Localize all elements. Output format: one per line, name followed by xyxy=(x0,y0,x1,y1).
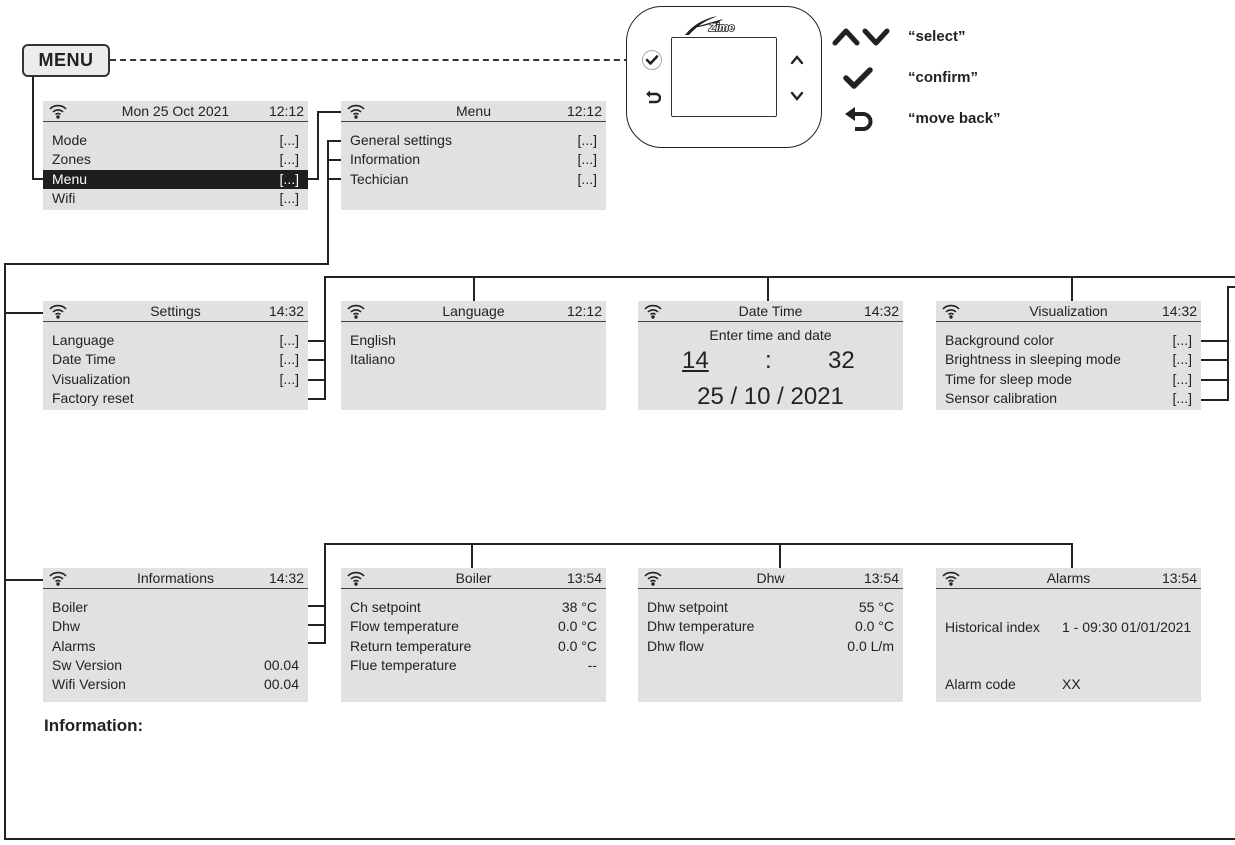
row-label: Italiano xyxy=(350,351,396,368)
connector xyxy=(307,624,325,626)
info-item-boiler[interactable] xyxy=(43,598,308,617)
checkmark-icon xyxy=(842,66,874,90)
row-label: Sensor calibration xyxy=(945,389,1058,406)
settings-item-factory-reset[interactable] xyxy=(43,389,308,408)
row-value: 0.0 °C xyxy=(557,637,597,654)
info-item-sw-version xyxy=(43,656,308,675)
settings-item-date-time[interactable] xyxy=(43,350,308,369)
screen-header xyxy=(936,301,1201,322)
row-value: [...] xyxy=(279,332,299,348)
screen-header xyxy=(341,568,606,589)
info-item-dhw[interactable] xyxy=(43,617,308,636)
screen-time: 12:12 xyxy=(566,303,602,319)
screen-header xyxy=(341,301,606,322)
menu-item-information[interactable] xyxy=(341,150,606,169)
connector xyxy=(324,543,326,644)
row-value: 55 °C xyxy=(858,599,894,615)
menu-item-menu[interactable] xyxy=(43,170,308,189)
svg-text:Zime: Zime xyxy=(709,22,735,34)
row-value: [...] xyxy=(577,170,597,187)
connector xyxy=(327,178,342,180)
screen-title: Date Time xyxy=(738,303,803,319)
row-value: [...] xyxy=(279,189,299,206)
screen-title: Settings xyxy=(150,303,201,319)
row-label: Dhw flow xyxy=(647,637,704,654)
screen-header xyxy=(638,568,903,589)
menu-item-mode[interactable] xyxy=(43,131,308,150)
connector xyxy=(767,276,769,301)
row-label: Visualization xyxy=(52,370,131,387)
row-value: [...] xyxy=(279,351,299,368)
legend-move-back-label: “move back” xyxy=(908,110,1001,127)
boiler-flow-temperature xyxy=(341,617,606,636)
connector xyxy=(307,605,325,607)
dhw-temperature xyxy=(638,617,903,636)
row-value: [...] xyxy=(1172,332,1192,348)
connector xyxy=(32,77,34,179)
brand-logo-icon xyxy=(683,13,755,37)
screen-time: 14:32 xyxy=(268,570,304,586)
row-label: Flow temperature xyxy=(350,618,459,635)
alarm-code-label: Alarm code xyxy=(945,676,1016,692)
row-value: [...] xyxy=(279,170,299,187)
row-label: Date Time xyxy=(52,351,116,368)
row-value: 0.0 °C xyxy=(557,618,597,635)
confirm-button-icon[interactable] xyxy=(641,49,663,71)
back-button-icon[interactable] xyxy=(645,89,661,105)
screen-title: Mon 25 Oct 2021 xyxy=(121,103,230,119)
row-value: -- xyxy=(587,656,597,673)
menu-item-zones[interactable] xyxy=(43,150,308,169)
screen-title: Boiler xyxy=(455,570,492,586)
boiler-ch-setpoint xyxy=(341,598,606,617)
connector xyxy=(473,276,475,301)
connector xyxy=(324,543,1073,545)
alarm-code-value: XX xyxy=(1062,676,1081,692)
row-label: Alarms xyxy=(52,637,96,654)
row-value: [...] xyxy=(279,151,299,168)
row-label: Flue temperature xyxy=(350,656,457,673)
connector xyxy=(307,398,325,400)
row-label: Techician xyxy=(350,170,409,187)
info-item-alarms[interactable] xyxy=(43,637,308,656)
date-time-prompt: Enter time and date xyxy=(709,327,832,343)
connector xyxy=(1200,399,1228,401)
screen-title: Alarms xyxy=(1046,570,1091,586)
screen-menu xyxy=(341,101,606,210)
connector xyxy=(327,159,342,161)
screen-language xyxy=(341,301,606,410)
connector xyxy=(307,359,325,361)
menu-item-general-settings[interactable] xyxy=(341,131,606,150)
screen-time: 14:32 xyxy=(1161,303,1197,319)
screen-alarms xyxy=(936,568,1201,702)
screen-title: Menu xyxy=(455,103,492,119)
connector xyxy=(779,543,781,568)
row-label: Wifi xyxy=(52,189,76,206)
historical-index-label: Historical index xyxy=(945,619,1040,635)
row-label: Dhw temperature xyxy=(647,618,755,635)
boiler-flue-temperature xyxy=(341,656,606,675)
screen-title: Language xyxy=(442,303,505,319)
hour-field[interactable]: 14 xyxy=(682,347,709,374)
screen-header xyxy=(936,568,1201,589)
screen-time: 13:54 xyxy=(863,570,899,586)
language-option-english[interactable] xyxy=(341,331,606,350)
row-label: Zones xyxy=(52,151,91,168)
screen-header xyxy=(43,301,308,322)
connector xyxy=(307,379,325,381)
connector xyxy=(4,263,6,840)
settings-item-language[interactable] xyxy=(43,331,308,350)
screen-visualization xyxy=(936,301,1201,410)
menu-to-device-dashed-line xyxy=(110,59,640,61)
connector xyxy=(317,111,342,113)
screen-header xyxy=(341,101,606,122)
date-field[interactable]: 25 / 10 / 2021 xyxy=(697,383,844,410)
connector xyxy=(307,340,325,342)
menu-item-wifi[interactable] xyxy=(43,189,308,208)
connector xyxy=(324,276,1235,278)
screen-settings xyxy=(43,301,308,410)
connector xyxy=(4,838,1235,840)
connector xyxy=(324,276,326,400)
row-value: 0.0 L/m xyxy=(847,637,894,654)
screen-header xyxy=(638,301,903,322)
row-value: 00.04 xyxy=(263,676,299,693)
row-label: Dhw setpoint xyxy=(647,599,728,615)
connector xyxy=(1071,543,1073,568)
screen-boiler xyxy=(341,568,606,702)
row-value: [...] xyxy=(577,132,597,148)
connector xyxy=(1200,379,1228,381)
device-display xyxy=(671,37,777,117)
legend-select-label: “select” xyxy=(908,28,966,45)
row-label: Factory reset xyxy=(52,389,134,406)
connector xyxy=(1071,276,1073,301)
row-value: [...] xyxy=(1172,351,1192,368)
screen-time: 12:12 xyxy=(566,103,602,119)
historical-index-value[interactable]: 1 - 09:30 01/01/2021 xyxy=(1062,619,1192,635)
row-label: Dhw xyxy=(52,618,81,635)
screen-home xyxy=(43,101,308,210)
screen-informations xyxy=(43,568,308,702)
menu-button[interactable]: MENU xyxy=(22,44,110,77)
menu-item-technician[interactable] xyxy=(341,170,606,189)
visualization-item-background-color[interactable] xyxy=(936,331,1201,350)
row-label: Wifi Version xyxy=(52,676,126,693)
connector xyxy=(471,543,473,568)
screen-time: 14:32 xyxy=(863,303,899,319)
visualization-item-brightness-sleeping[interactable] xyxy=(936,350,1201,369)
screen-title: Visualization xyxy=(1029,303,1108,319)
time-separator: : xyxy=(765,347,772,374)
screen-date-time xyxy=(638,301,903,410)
screen-dhw xyxy=(638,568,903,702)
connector xyxy=(1227,286,1229,401)
row-label: Boiler xyxy=(52,599,88,615)
connector xyxy=(327,140,342,142)
row-label: Menu xyxy=(52,170,88,187)
row-label: Brightness in sleeping mode xyxy=(945,351,1121,368)
row-value: 0.0 °C xyxy=(854,618,894,635)
row-value: [...] xyxy=(1172,389,1192,406)
connector xyxy=(1227,286,1235,288)
visualization-item-time-sleep-mode[interactable] xyxy=(936,370,1201,389)
info-item-wifi-version xyxy=(43,675,308,694)
settings-item-visualization[interactable] xyxy=(43,370,308,389)
screen-time: 13:54 xyxy=(566,570,602,586)
connector xyxy=(5,312,43,314)
connector xyxy=(1200,340,1228,342)
connector xyxy=(1200,359,1228,361)
row-label: Return temperature xyxy=(350,637,472,654)
screen-title: Informations xyxy=(136,570,215,586)
screen-title: Dhw xyxy=(756,570,785,586)
row-value: [...] xyxy=(577,151,597,168)
up-down-chevrons-icon xyxy=(832,26,892,48)
screen-time: 12:12 xyxy=(268,103,304,119)
connector xyxy=(5,579,43,581)
row-label: Time for sleep mode xyxy=(945,370,1073,387)
row-label: Background color xyxy=(945,332,1054,348)
row-value: 00.04 xyxy=(263,656,299,673)
row-label: General settings xyxy=(350,132,452,148)
screen-time: 14:32 xyxy=(268,303,304,319)
down-button-icon[interactable] xyxy=(790,90,804,102)
row-value: [...] xyxy=(1172,370,1192,387)
row-label: Ch setpoint xyxy=(350,599,421,615)
connector xyxy=(5,263,329,265)
connector xyxy=(317,111,319,180)
thermostat-device xyxy=(626,6,822,148)
minute-field[interactable]: 32 xyxy=(828,347,855,374)
section-label-information: Information: xyxy=(44,716,144,735)
legend-confirm-label: “confirm” xyxy=(908,69,979,86)
row-value: 38 °C xyxy=(561,599,597,615)
screen-header xyxy=(43,568,308,589)
row-label: Information xyxy=(350,151,421,168)
boiler-return-temperature xyxy=(341,637,606,656)
dhw-setpoint xyxy=(638,598,903,617)
dhw-flow xyxy=(638,637,903,656)
back-arrow-icon xyxy=(843,106,877,132)
up-button-icon[interactable] xyxy=(790,54,804,66)
connector xyxy=(307,642,325,644)
language-option-italiano[interactable] xyxy=(341,350,606,369)
row-label: Mode xyxy=(52,132,88,148)
screen-time: 13:54 xyxy=(1161,570,1197,586)
row-label: Language xyxy=(52,332,115,348)
row-value: [...] xyxy=(279,132,299,148)
row-label: Sw Version xyxy=(52,656,123,673)
row-value: [...] xyxy=(279,370,299,387)
row-label: English xyxy=(350,332,396,348)
visualization-item-sensor-calibration[interactable] xyxy=(936,389,1201,408)
screen-header xyxy=(43,101,308,122)
